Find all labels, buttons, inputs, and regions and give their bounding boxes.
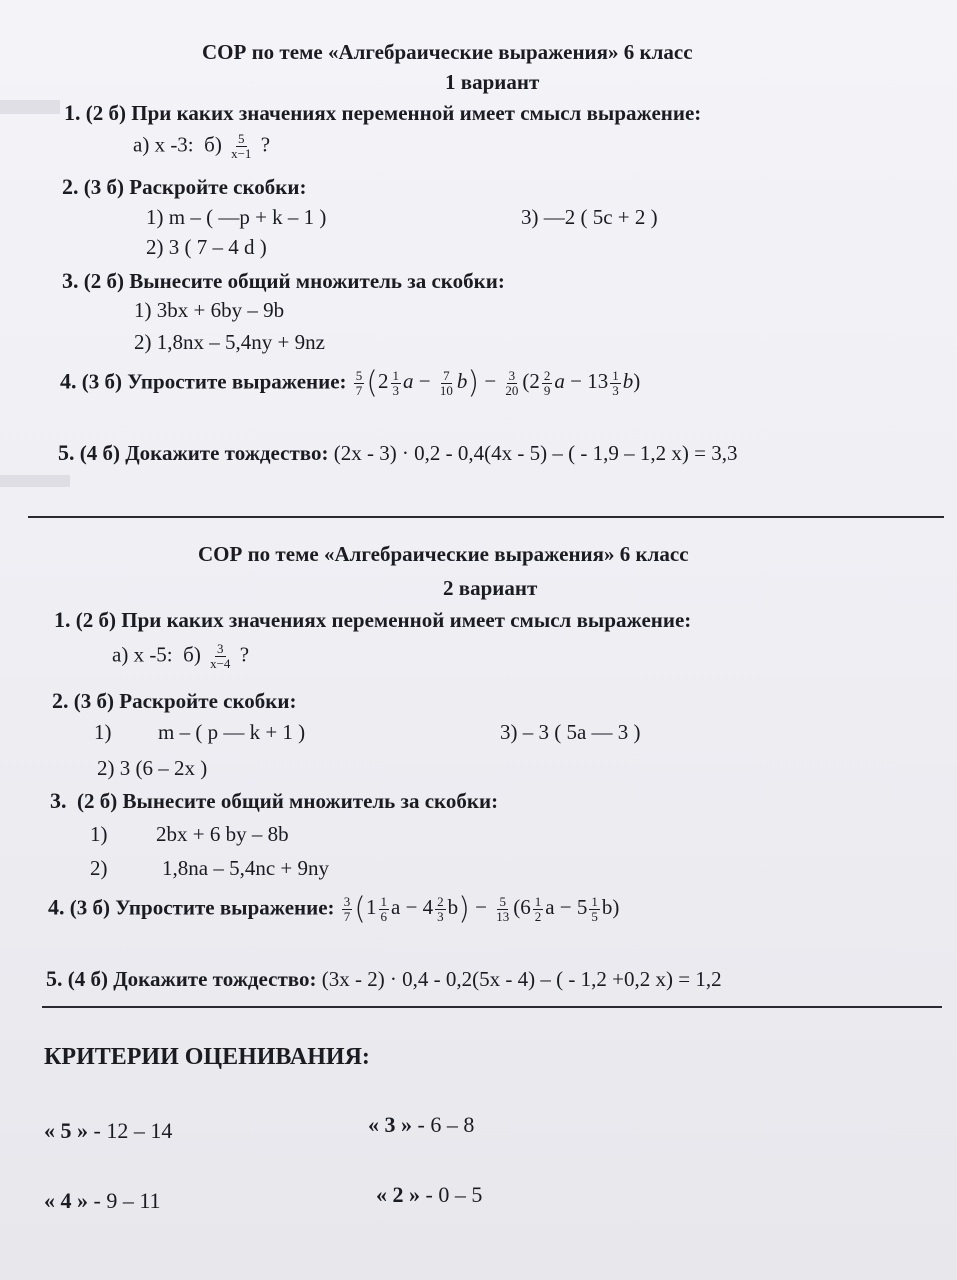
v1-question-5 — [58, 440, 737, 466]
criteria-grade-3 — [368, 1112, 474, 1138]
v2-q2-number: 2. — [52, 688, 69, 713]
v1-q3-text: (2 б) Вынесите общий множитель за скобки: — [83, 269, 505, 293]
v1-q3-item-1: 1) 3bx + 6by – 9b — [134, 298, 285, 322]
criteria-grade-4 — [44, 1188, 161, 1214]
v1-q3-number: 3. — [62, 268, 79, 293]
v2-q1-option-a: а) x -5: — [112, 642, 173, 667]
v2-question-5 — [46, 966, 722, 992]
v1-q1-text: (2 б) При каких значениях переменной имеет смысл выражение: — [85, 101, 702, 125]
criteria-title: КРИТЕРИИ ОЦЕНИВАНИЯ: — [44, 1044, 370, 1070]
v2-q5-text: (4 б) Докажите тождество: — [67, 967, 317, 991]
grade-5-label: « 5 » — [44, 1118, 88, 1143]
v1-q3-item-2: 2) 1,8nx – 5,4ny + 9nz — [134, 330, 325, 354]
v2-question-1 — [54, 607, 691, 633]
v2-q1-fraction: $\frac{3}{x-4}$ — [210, 641, 231, 671]
variant2-label: 2 вариант — [443, 576, 538, 600]
variant2-title: СОР по теме «Алгебраические выражения» 6 класс — [198, 542, 689, 566]
v1-q5-expression: (2x - 3) · 0,2 - 0,4(4x - 5) – ( - 1,9 – 1,2 x) = 3,3 — [333, 441, 738, 465]
v2-q3-item-1-number: 1) — [90, 822, 108, 846]
v1-question-3 — [62, 268, 505, 294]
grade-3-range: - 6 – 8 — [412, 1112, 475, 1137]
v2-q3-number: 3. — [50, 788, 67, 813]
v2-q4-text: (3 б) Упростите выражение: — [69, 895, 335, 920]
v2-q3-item-2: 1,8na – 5,4nc + 9ny — [162, 856, 329, 880]
v2-q2-item-1-number: 1) — [94, 720, 112, 744]
v1-q1-fraction: $\frac{5}{x-1}$ — [231, 131, 252, 161]
grade-2-label: « 2 » — [376, 1182, 420, 1207]
v2-q2-item-3: 3) – 3 ( 5a — 3 ) — [500, 720, 641, 744]
v2-q2-item-2: 2) 3 (6 – 2x ) — [97, 756, 208, 780]
v2-question-3 — [50, 788, 498, 814]
variant1-title: СОР по теме «Алгебраические выражения» 6 класс — [202, 40, 693, 64]
v1-q2-item-3: 3) —2 ( 5c + 2 ) — [521, 205, 658, 229]
v1-q1-question-mark: ? — [260, 132, 271, 157]
grade-2-range: - 0 – 5 — [420, 1182, 483, 1207]
v1-q5-number: 5. — [58, 440, 75, 465]
grade-5-range: - 12 – 14 — [88, 1118, 173, 1143]
scan-smudge — [0, 475, 70, 487]
v1-q1-number: 1. — [64, 100, 81, 125]
v2-q1-options — [112, 642, 249, 671]
v1-q2-item-2: 2) 3 ( 7 – 4 d ) — [146, 235, 267, 259]
v1-q4-text: (3 б) Упростите выражение: — [81, 369, 347, 394]
v1-q1-option-a: а) x -3: — [133, 132, 194, 157]
v2-q1-text: (2 б) При каких значениях переменной имеет смысл выражение: — [75, 608, 692, 632]
v2-q3-text: (2 б) Вынесите общий множитель за скобки: — [77, 789, 499, 813]
criteria-grade-5 — [44, 1118, 172, 1144]
v1-question-2 — [62, 174, 307, 200]
grade-4-label: « 4 » — [44, 1188, 88, 1213]
v1-q1-option-b-label: б) — [204, 132, 222, 157]
v2-q3-item-2-number: 2) — [90, 856, 108, 880]
v1-q4-number: 4. — [60, 368, 77, 394]
v2-q2-text: (3 б) Раскройте скобки: — [73, 689, 297, 713]
v2-q1-question-mark: ? — [239, 642, 250, 667]
v2-q2-item-1: m – ( p — k + 1 ) — [158, 720, 306, 744]
section-divider — [42, 1006, 942, 1008]
v1-q2-text: (3 б) Раскройте скобки: — [83, 175, 307, 199]
v1-question-4 — [60, 366, 640, 401]
variant1-label: 1 вариант — [445, 70, 540, 94]
v1-q4-expression: $\frac{5}{7}$ (2 $\frac{1}{3}$ a − $\frac{7}{10}$ b) − $\frac{3}{20}$ (2 $\frac{2}{9}$ a − 13 $\frac{1}{3}$ b) — [355, 366, 641, 401]
criteria-grade-2 — [376, 1182, 482, 1208]
v1-q1-options — [133, 132, 270, 161]
grade-4-range: - 9 – 11 — [88, 1188, 161, 1213]
section-divider — [28, 516, 944, 518]
v1-question-1 — [64, 100, 701, 126]
v2-q4-expression: $\frac{3}{7}$ (1 $\frac{1}{6}$ a − 4 $\frac{2}{3}$ b) − $\frac{5}{13}$ (6 $\frac{1}{2}$ a − 5 $\frac{1}{5}$ b) — [343, 892, 620, 927]
v1-q2-item-1: 1) m – ( —p + k – 1 ) — [146, 205, 327, 229]
v2-question-2 — [52, 688, 297, 714]
v2-question-4 — [48, 892, 619, 927]
v2-q5-number: 5. — [46, 966, 63, 991]
grade-3-label: « 3 » — [368, 1112, 412, 1137]
v2-q1-number: 1. — [54, 607, 71, 632]
v1-q5-text: (4 б) Докажите тождество: — [79, 441, 329, 465]
v2-q4-number: 4. — [48, 894, 65, 920]
v2-q5-expression: (3x - 2) · 0,4 - 0,2(5x - 4) – ( - 1,2 +0,2 x) = 1,2 — [321, 967, 722, 991]
v2-q1-option-b-label: б) — [183, 642, 201, 667]
scan-smudge — [0, 100, 60, 114]
v1-q2-number: 2. — [62, 174, 79, 199]
v2-q3-item-1: 2bx + 6 by – 8b — [156, 822, 289, 846]
